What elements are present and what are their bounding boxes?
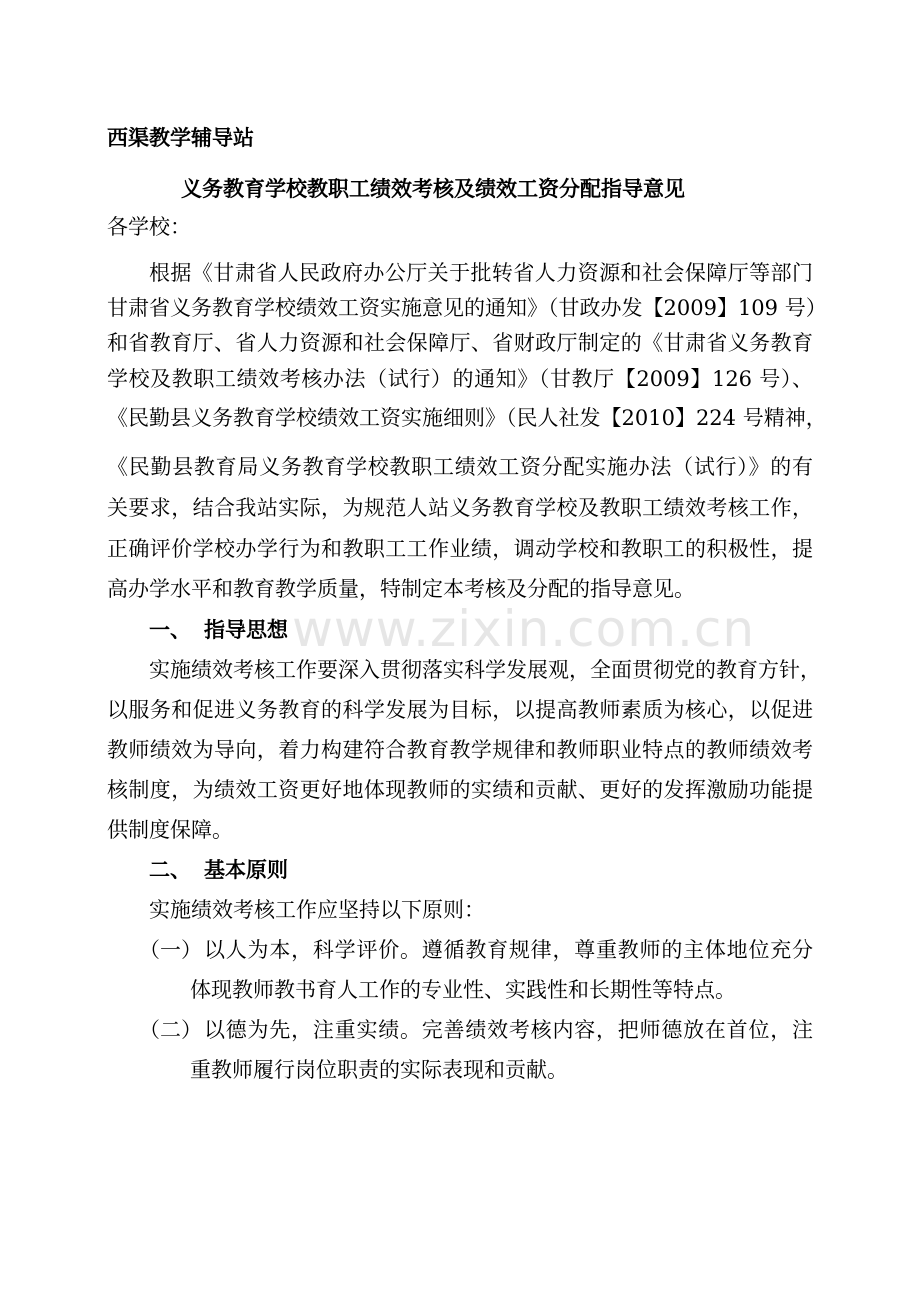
- intro-line: 《民勤县义务教育学校绩效工资实施细则》（民人社发【2010】224 号精神，: [107, 406, 827, 430]
- section-1-heading: 指导思想: [204, 617, 288, 642]
- section-2-lead: 实施绩效考核工作应坚持以下原则：: [149, 898, 485, 922]
- section-1-line: 核制度，为绩效工资更好地体现教师的实绩和贡献、更好的发挥激励功能提: [107, 778, 813, 802]
- section-2-number: 二、: [149, 857, 191, 882]
- intro-line: 《民勤县教育局义务教育学校教职工绩效工资分配实施办法（试行）》的有: [107, 455, 813, 479]
- principle-2-line: 以德为先，注重实绩。完善绩效考核内容，把师德放在首位，注: [204, 1018, 813, 1042]
- document-title: 义务教育学校教职工绩效考核及绩效工资分配指导意见: [181, 176, 685, 201]
- section-1-line: 教师绩效为导向，着力构建符合教育教学规律和教师职业特点的教师绩效考: [107, 738, 813, 762]
- station-name: 西渠教学辅导站: [107, 125, 254, 150]
- principle-2-line: 重教师履行岗位职责的实际表现和贡献。: [190, 1058, 568, 1082]
- principle-1-line: 体现教师教书育人工作的专业性、实践性和长期性等特点。: [190, 978, 736, 1002]
- watermark: www.zixin.com.cn: [292, 600, 756, 658]
- intro-line: 和省教育厅、省人力资源和社会保障厅、省财政厅制定的《甘肃省义务教育: [107, 331, 813, 355]
- principle-2-marker: （二）: [139, 1018, 202, 1042]
- intro-line: 甘肃省义务教育学校绩效工资实施意见的通知》（甘政办发【2009】109 号）: [107, 296, 827, 320]
- intro-line: 正确评价学校办学行为和教职工工作业绩，调动学校和教职工的积极性，提: [107, 537, 813, 561]
- section-1-line: 以服务和促进义务教育的科学发展为目标，以提高教师素质为核心，以促进: [107, 698, 813, 722]
- intro-line: 根据《甘肃省人民政府办公厅关于批转省人力资源和社会保障厅等部门: [149, 261, 813, 285]
- section-2-heading: 基本原则: [204, 857, 288, 882]
- intro-line: 学校及教职工绩效考核办法（试行）的通知》（甘教厅【2009】126 号）、: [107, 367, 813, 391]
- principle-1-line: 以人为本，科学评价。遵循教育规律，尊重教师的主体地位充分: [204, 938, 813, 962]
- intro-line: 关要求，结合我站实际，为规范人站义务教育学校及教职工绩效考核工作，: [107, 496, 813, 520]
- intro-line: 高办学水平和教育教学质量，特制定本考核及分配的指导意见。: [107, 577, 695, 601]
- principle-1-marker: （一）: [139, 938, 202, 962]
- salutation: 各学校：: [107, 215, 191, 239]
- section-1-line: 实施绩效考核工作要深入贯彻落实科学发展观，全面贯彻党的教育方针，: [149, 658, 821, 682]
- section-1-number: 一、: [149, 617, 191, 642]
- section-1-line: 供制度保障。: [107, 818, 233, 842]
